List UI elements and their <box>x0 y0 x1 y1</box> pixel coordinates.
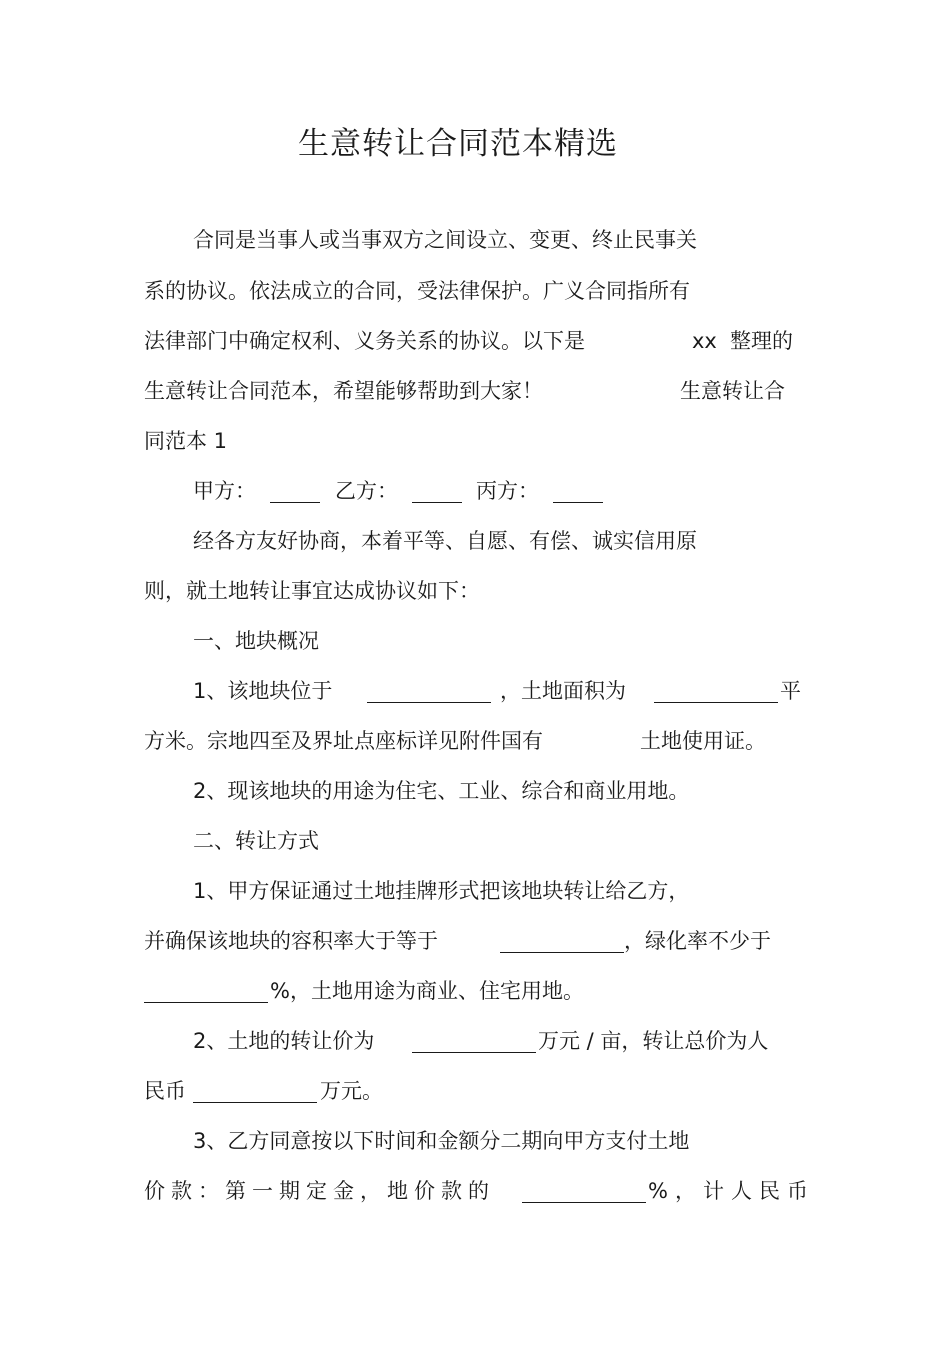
party-a-blank <box>270 478 320 503</box>
section-2-item-1-line-2b: ，绿化率不少于 <box>624 929 771 953</box>
plot-ratio-blank <box>500 928 624 953</box>
total-price-blank <box>193 1078 317 1103</box>
intro-line-4b: 生意转让合 <box>680 379 785 403</box>
document-title: 生意转让合同范本精选 <box>298 126 618 162</box>
section-1-item-1-line-2b: 土地使用证。 <box>640 729 766 753</box>
intro-line-1: 合同是当事人或当事双方之间设立、变更、终止民事关 <box>193 228 697 252</box>
section-1-item-2: 2、现该地块的用途为住宅、工业、综合和商业用地。 <box>193 779 690 803</box>
section-2-item-3-line-2b: %，计人民币 <box>648 1179 815 1203</box>
section-1-item-1-line-2a: 方米。宗地四至及界址点座标详见附件国有 <box>144 729 543 753</box>
section-1-item-1-part-1: 1、该地块位于 <box>193 679 333 703</box>
greening-rate-blank <box>144 978 268 1003</box>
party-c-blank <box>553 478 603 503</box>
section-2-heading: 二、转让方式 <box>193 829 319 853</box>
preamble-line-2: 则，就土地转让事宜达成协议如下： <box>144 579 480 603</box>
intro-line-3a: 法律部门中确定权利、义务关系的协议。以下是 <box>144 329 585 353</box>
section-2-item-1-line-1: 1、甲方保证通过土地挂牌形式把该地块转让给乙方， <box>193 879 690 903</box>
party-b-blank <box>412 478 462 503</box>
section-2-item-3-line-2a: 价款：第一期定金，地价款的 <box>144 1179 495 1203</box>
area-blank <box>654 678 778 703</box>
party-c-label: 丙方： <box>476 479 539 503</box>
section-2-item-2-part-1: 2、土地的转让价为 <box>193 1029 375 1053</box>
intro-line-3c: 整理的 <box>730 329 793 353</box>
section-2-item-3-line-1: 3、乙方同意按以下时间和金额分二期向甲方支付土地 <box>193 1129 690 1153</box>
section-2-item-1-line-3: %，土地用途为商业、住宅用地。 <box>270 979 584 1003</box>
intro-line-2: 系的协议。依法成立的合同，受法律保护。广义合同指所有 <box>144 279 690 303</box>
section-2-item-2-line-2a: 民币 <box>144 1079 186 1103</box>
preamble-line-1: 经各方友好协商，本着平等、自愿、有偿、诚实信用原 <box>193 529 697 553</box>
location-blank <box>367 678 491 703</box>
section-2-item-2-line-2b: 万元。 <box>320 1079 383 1103</box>
section-2-item-1-line-2a: 并确保该地块的容积率大于等于 <box>144 929 438 953</box>
section-1-heading: 一、地块概况 <box>193 629 319 653</box>
deposit-percent-blank <box>522 1178 646 1203</box>
section-1-item-1-part-3: 平 <box>780 679 801 703</box>
section-1-item-1-part-2: ，土地面积为 <box>500 679 626 703</box>
intro-line-3b: xx <box>692 329 717 353</box>
intro-line-4a: 生意转让合同范本，希望能够帮助到大家！ <box>144 379 543 403</box>
section-2-item-2-part-2: 万元 / 亩，转让总价为人 <box>538 1029 769 1053</box>
party-a-label: 甲方： <box>193 479 256 503</box>
intro-line-5: 同范本 1 <box>144 429 228 453</box>
price-per-mu-blank <box>412 1028 536 1053</box>
party-b-label: 乙方： <box>335 479 398 503</box>
